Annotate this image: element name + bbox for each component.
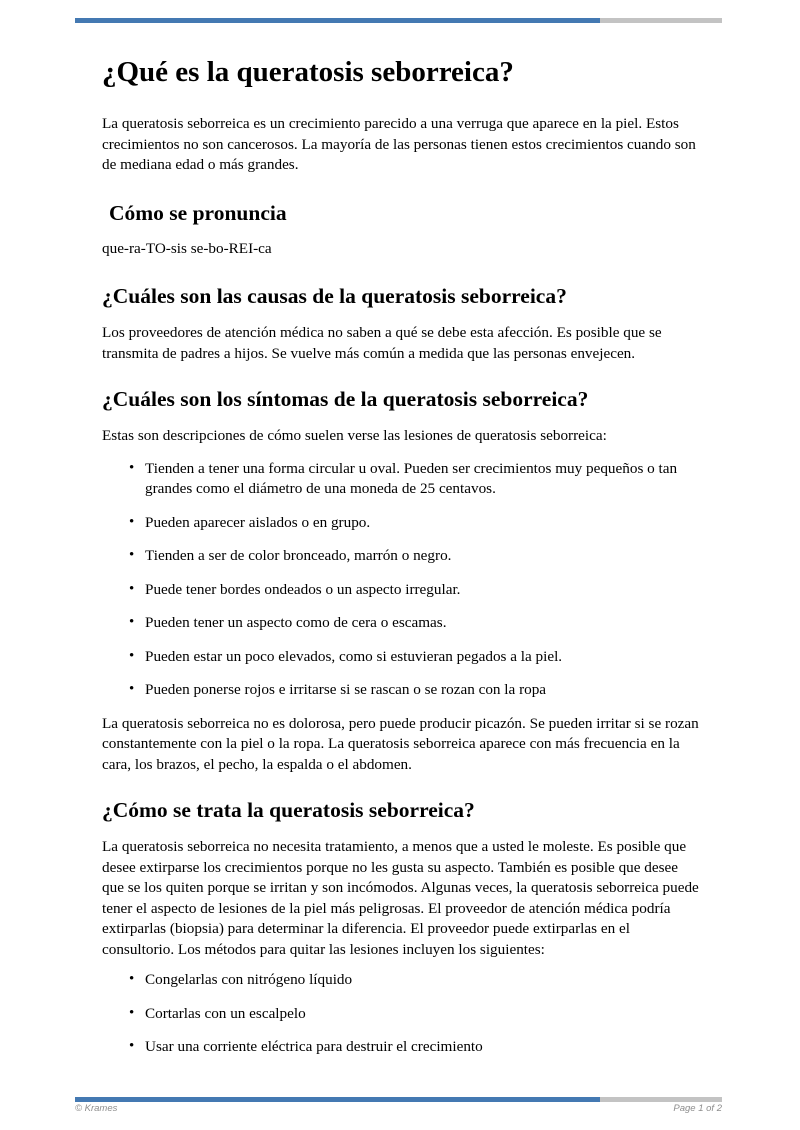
page-title: ¿Qué es la queratosis seborreica?	[102, 56, 514, 88]
treatment-paragraph: La queratosis seborreica no necesita tratamiento, a menos que a usted le moleste. Es posible que desee extirparse los crecimientos porque no les gusta su aspecto. También es posible que desee que se los quiten porque se irritan y son incómodos. Algunas veces, la queratosis seborreica puede tener el aspecto de lesiones de la piel más peligrosas. El proveedor de atención médica podría extirparlas (biopsia) para determinar la diferencia. El proveedor puede extirparlas en el consultorio. Los métodos para quitar las lesiones incluyen los siguientes:	[102, 838, 699, 958]
treatment-item: • Congelarlas con nitrógeno líquido	[102, 970, 699, 991]
treatment-item: • Usar una corriente eléctrica para destruir el crecimiento	[102, 1037, 699, 1058]
symptom-item: • Tienden a ser de color bronceado, marrón o negro.	[102, 546, 699, 567]
symptom-item: • Pueden estar un poco elevados, como si estuvieran pegados a la piel.	[102, 647, 699, 668]
pronunciation-heading: Cómo se pronuncia	[109, 200, 287, 225]
symptom-item: • Tienden a tener una forma circular u oval. Pueden ser crecimientos muy pequeños o tan grandes como el diámetro de una moneda de 25 centavos.	[102, 459, 699, 500]
intro-paragraph: La queratosis seborreica es un crecimiento parecido a una verruga que aparece en la piel. Estos crecimientos no son cancerosos. La mayoría de las personas tienen estos crecimientos cuando son de mediana edad o más grandes.	[102, 115, 696, 173]
treatment-heading: ¿Cómo se trata la queratosis seborreica?	[102, 798, 475, 822]
footer	[75, 1102, 722, 1114]
copyright-text: © Krames	[75, 1103, 118, 1114]
pronunciation-text: que-ra-TO-sis se-bo-REI-ca	[102, 239, 272, 257]
causes-paragraph: Los proveedores de atención médica no saben a qué se debe esta afección. Es posible que se transmita de padres a hijos. Se vuelve más común a medida que las personas envejecen.	[102, 324, 662, 362]
symptom-item: • Pueden tener un aspecto como de cera o escamas.	[102, 613, 699, 634]
treatment-item: • Cortarlas con un escalpelo	[102, 1004, 699, 1025]
symptoms-outro-paragraph: La queratosis seborreica no es dolorosa, pero puede producir picazón. Se pueden irritar si se rozan constantemente con la piel o la ropa. La queratosis seborreica aparece con más frecuencia en la cara, los brazos, el pecho, la espalda o el abdomen.	[102, 714, 699, 773]
symptoms-list	[102, 459, 699, 701]
symptom-item: • Pueden ponerse rojos e irritarse si se rascan o se rozan con la ropa	[102, 680, 699, 701]
symptoms-heading: ¿Cuáles son los síntomas de la queratosis seborreica?	[102, 387, 589, 411]
symptom-item: • Puede tener bordes ondeados o un aspecto irregular.	[102, 580, 699, 601]
symptom-item: • Pueden aparecer aislados o en grupo.	[102, 513, 699, 534]
causes-heading: ¿Cuáles son las causas de la queratosis seborreica?	[102, 284, 567, 308]
symptoms-intro-paragraph: Estas son descripciones de cómo suelen verse las lesiones de queratosis seborreica:	[102, 427, 607, 444]
page-number: Page 1 of 2	[673, 1103, 722, 1114]
document-content	[102, 23, 699, 1071]
treatment-list	[102, 970, 699, 1058]
